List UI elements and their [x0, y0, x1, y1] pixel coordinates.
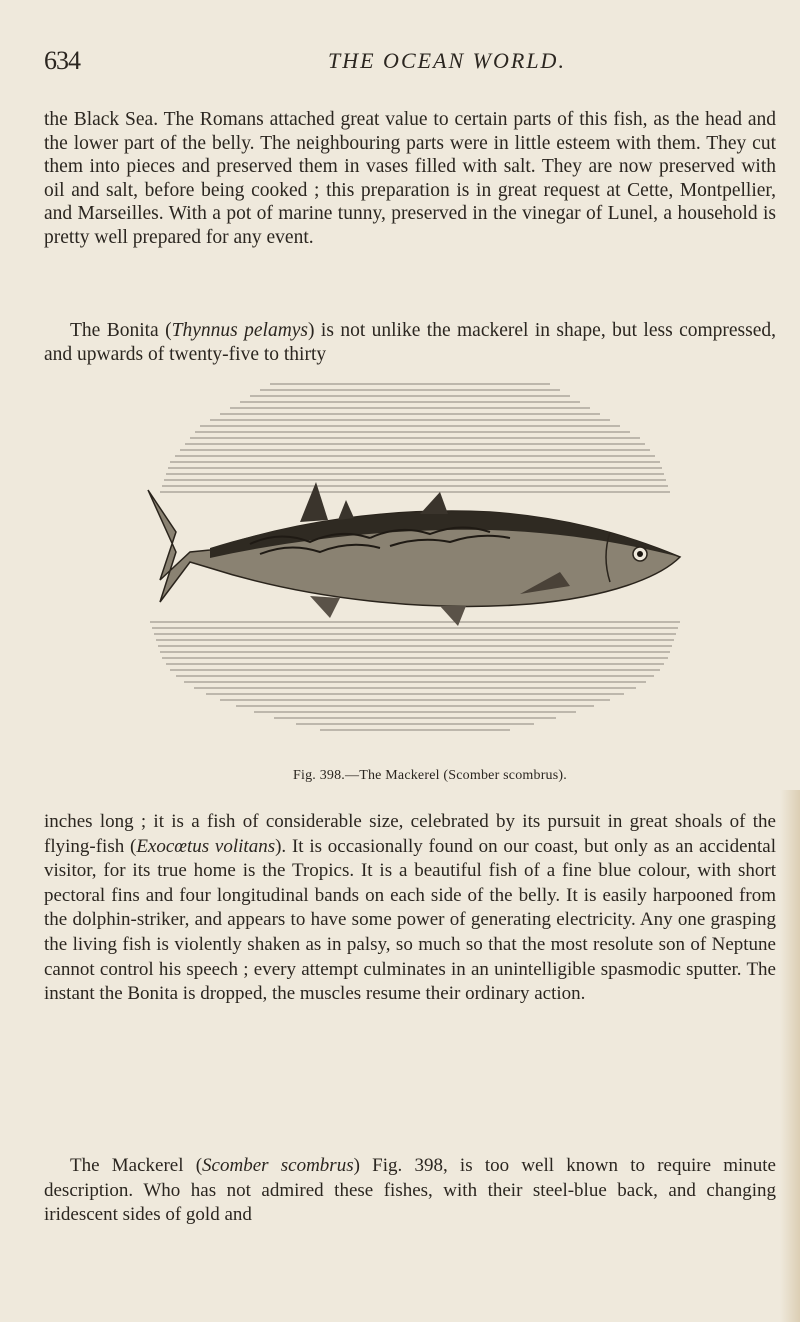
paragraph-mackerel	[44, 1154, 776, 1228]
latin-name: Exocœtus volitans	[136, 835, 276, 857]
page-header	[40, 42, 780, 82]
page-number: 634	[44, 46, 80, 75]
paragraph-text: The Bonita (	[70, 320, 172, 341]
paragraph-bonita-intro	[44, 319, 776, 366]
mackerel-engraving	[140, 372, 720, 762]
paragraph-black-sea	[44, 108, 776, 249]
figure-caption: Fig. 398.—The Mackerel (Scomber scombrus).	[293, 768, 567, 783]
paragraph-text: ) is not unlike the mackerel in shape, but less compressed, and upwards of twenty-five to thirty	[44, 320, 776, 365]
paragraph-text: ) Fig. 398, is too well known to require minute description. Who has not admired these fishes, with their steel-blue back, and changing iridescent sides of gold and	[44, 1155, 776, 1226]
latin-name: Scomber scombrus	[202, 1155, 354, 1176]
paragraph-text: inches long ; it is a fish of considerable size, celebrated by its pursuit in great shoals of the flying-fish (	[44, 811, 776, 857]
latin-name: Thynnus pelamys	[171, 320, 309, 341]
paragraph-text: ). It is occasionally found on our coast, but only as an accidental visitor, for its true home is the Tropics. It is a beautiful fish of a fine blue colour, with short pectoral fins and four longitudinal bands on each side of the belly. It is easily harpooned from the dolphin-striker, and appears to have some power of generating electricity. Any one grasping the living fish is violently shaken as in palsy, so much so that the most resolute son of Neptune cannot control his speech ; every attempt culminates in an unintelligible spasmodic sputter. The instant the Bonita is dropped, the muscles resume their ordinary action.	[44, 835, 776, 1005]
running-title: THE OCEAN WORLD.	[328, 48, 566, 73]
paragraph-text: The Mackerel (	[70, 1155, 203, 1176]
page-edge-shadow	[780, 790, 800, 1322]
paragraph-text: the Black Sea. The Romans attached great value to certain parts of this fish, as the head and the lower part of the belly. The neighbouring parts were in little esteem with them. They cut them into pieces and preserved them in vases filled with salt. They are now preserved with oil and salt, before being cooked ; this preparation is in great request at Cette, Montpellier, and Marseilles. With a pot of marine tunny, preserved in the vinegar of Lunel, a household is pretty well prepared for any event.	[44, 109, 776, 248]
paragraph-bonita	[44, 810, 776, 1007]
